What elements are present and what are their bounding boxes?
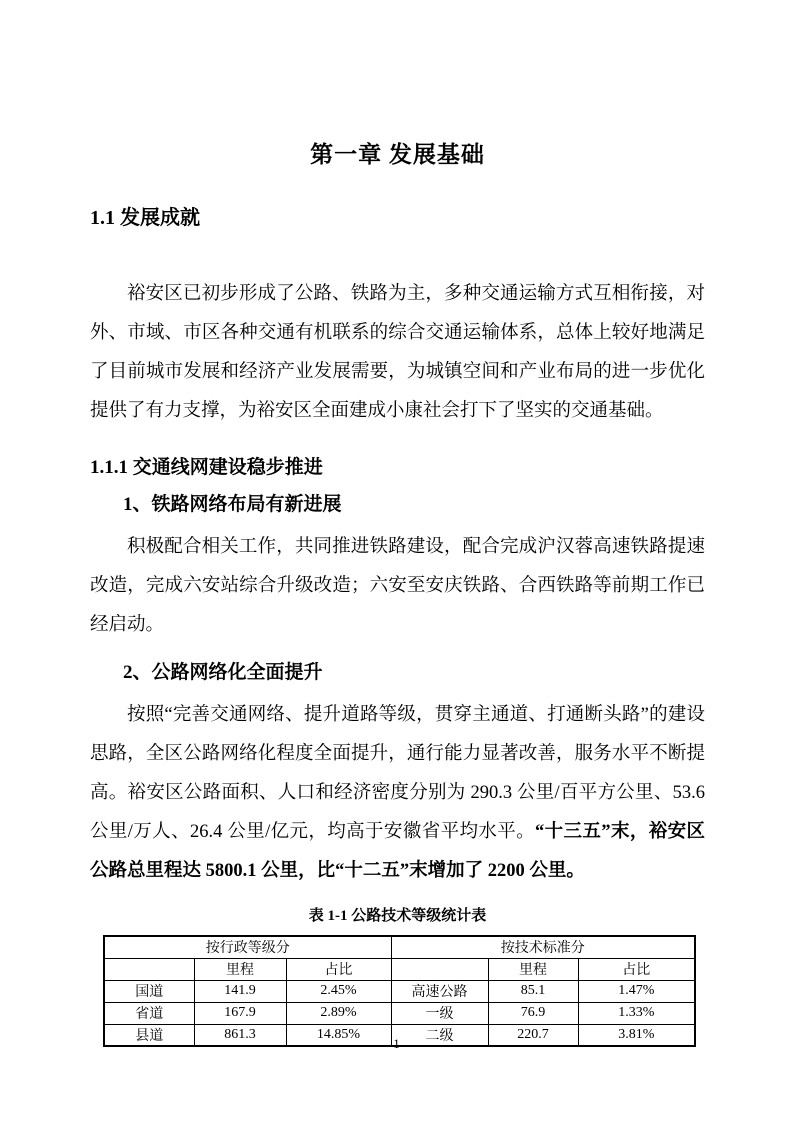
paragraph-overview: 裕安区已初步形成了公路、铁路为主，多种交通运输方式互相衔接，对外、市域、市区各种交通有机联系的综合交通运输体系，总体上较好地满足了目前城市发展和经济产业发展需要，为城镇空间和产业布局的进一步优化提供了有力支撑，为裕安区全面建成小康社会打下了坚实的交通基础。 <box>90 284 705 421</box>
table-cell: 861.3 <box>194 1024 286 1046</box>
table-caption: 表 1-1 公路技术等级统计表 <box>308 908 487 924</box>
table-cell: 76.9 <box>488 1002 578 1024</box>
table-cell: 14.85% <box>286 1024 391 1046</box>
table-row <box>104 980 695 1002</box>
group-header-admin: 按行政等级分 <box>104 936 391 958</box>
heading-railway: 1、铁路网络布局有新进展 <box>123 494 342 515</box>
paragraph-highway <box>90 696 705 891</box>
table-cell: 省道 <box>104 1002 194 1024</box>
heading-1-1: 1.1 发展成就 <box>90 207 200 229</box>
paragraph-highway-normal: 按照“完善交通网络、提升道路等级，贯穿主通道、打通断头路”的建设思路，全区公路网络化程度全面提升，通行能力显著改善，服务水平不断提高。裕安区公路面积、人口和经济密度分别为 290.3 公里/百平方公里、53.6 公里/万人、26.4 公里/亿元，均高于安徽省平均水平。 <box>90 705 705 842</box>
table-cell: 85.1 <box>488 980 578 1002</box>
subheader-cell <box>104 958 194 980</box>
table-group-header-row <box>104 936 695 958</box>
subheader-cell: 里程 <box>488 958 578 980</box>
subheader-cell: 占比 <box>578 958 695 980</box>
table-cell: 高速公路 <box>391 980 488 1002</box>
page-number: 1 <box>393 1036 400 1051</box>
heading-highway: 2、公路网络化全面提升 <box>123 662 323 683</box>
paragraph-highway-bold: “十三五”末，裕安区公路总里程达 5800.1 公里，比“十二五”末增加了 2200 公里。 <box>90 822 705 881</box>
table-cell: 国道 <box>104 980 194 1002</box>
chapter-title: 第一章 发展基础 <box>310 142 485 167</box>
paragraph-railway: 积极配合相关工作，共同推进铁路建设，配合完成沪汉蓉高速铁路提速改造，完成六安站综合升级改造；六安至安庆铁路、合西铁路等前期工作已经启动。 <box>90 537 705 635</box>
table-cell: 2.89% <box>286 1002 391 1024</box>
table-cell: 167.9 <box>194 1002 286 1024</box>
subheader-cell: 里程 <box>194 958 286 980</box>
road-grade-statistics-table <box>103 935 696 1047</box>
page-content <box>90 0 705 1047</box>
table-cell: 2.45% <box>286 980 391 1002</box>
table-cell: 3.81% <box>578 1024 695 1046</box>
table-cell: 1.47% <box>578 980 695 1002</box>
table-cell: 二级 <box>391 1024 488 1046</box>
table-cell: 1.33% <box>578 1002 695 1024</box>
table-cell: 141.9 <box>194 980 286 1002</box>
heading-1-1-1: 1.1.1 交通线网建设稳步推进 <box>90 457 323 478</box>
table-cell: 县道 <box>104 1024 194 1046</box>
table-cell: 220.7 <box>488 1024 578 1046</box>
subheader-cell <box>391 958 488 980</box>
table-cell: 一级 <box>391 1002 488 1024</box>
subheader-cell: 占比 <box>286 958 391 980</box>
group-header-technical: 按技术标准分 <box>391 936 695 958</box>
table-row <box>104 1002 695 1024</box>
table-subheader-row <box>104 958 695 980</box>
